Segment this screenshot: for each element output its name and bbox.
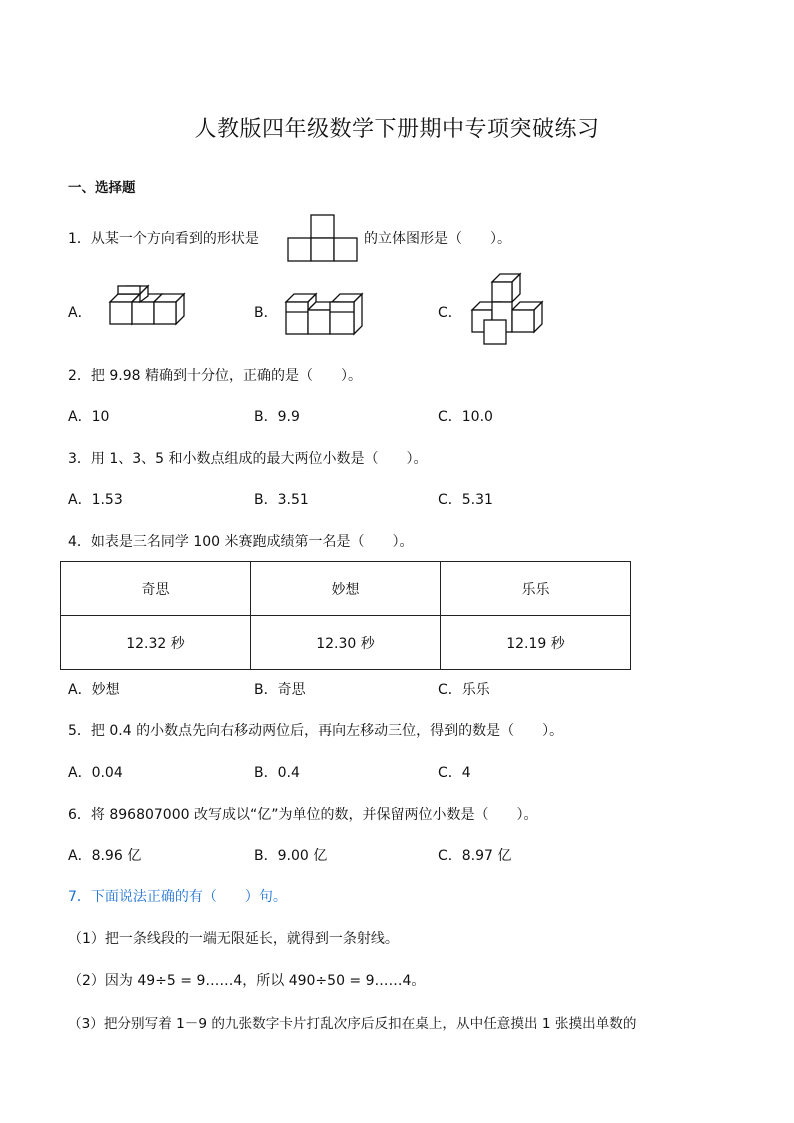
question-5-option-c[interactable]: C．4 bbox=[438, 765, 471, 781]
question-3-option-c[interactable]: C．5.31 bbox=[438, 492, 493, 508]
question-1-option-b[interactable]: B． bbox=[254, 305, 278, 321]
table-header-row bbox=[61, 562, 631, 616]
option-c-cube-figure bbox=[468, 274, 550, 348]
question-2-option-a[interactable]: A．10 bbox=[68, 409, 110, 425]
option-b-cube-figure bbox=[284, 288, 374, 336]
table-cell: 12.32 秒 bbox=[61, 616, 251, 670]
question-3-option-b[interactable]: B．3.51 bbox=[254, 492, 309, 508]
question-1-view-figure bbox=[288, 214, 360, 262]
question-4-option-a[interactable]: A．妙想 bbox=[68, 682, 120, 698]
question-7-statement-3: （3）把分别写着 1－9 的九张数字卡片打乱次序后反扣在桌上，从中任意摸出 1 张摸出单数的 bbox=[68, 1016, 637, 1032]
question-4-option-c[interactable]: C．乐乐 bbox=[438, 682, 490, 698]
question-6-option-c[interactable]: C．8.97 亿 bbox=[438, 848, 512, 864]
question-3: 3．用 1、3、5 和小数点组成的最大两位小数是（ ）。 bbox=[68, 451, 428, 467]
question-2-option-c[interactable]: C．10.0 bbox=[438, 409, 493, 425]
question-2-option-b[interactable]: B．9.9 bbox=[254, 409, 300, 425]
table-cell: 12.19 秒 bbox=[441, 616, 631, 670]
section-heading: 一、选择题 bbox=[68, 180, 136, 196]
question-1-option-c[interactable]: C． bbox=[438, 305, 462, 321]
table-header-cell: 奇思 bbox=[61, 562, 251, 616]
question-1-option-a[interactable]: A． bbox=[68, 305, 92, 321]
question-5-option-b[interactable]: B．0.4 bbox=[254, 765, 300, 781]
question-4-option-b[interactable]: B．奇思 bbox=[254, 682, 306, 698]
question-6-option-b[interactable]: B．9.00 亿 bbox=[254, 848, 328, 864]
question-6: 6．将 896807000 改写成以“亿”为单位的数，并保留两位小数是（ ）。 bbox=[68, 807, 538, 823]
question-4: 4．如表是三名同学 100 米赛跑成绩第一名是（ ）。 bbox=[68, 534, 414, 550]
question-7: 7．下面说法正确的有（ ）句。 bbox=[68, 889, 287, 905]
table-row bbox=[61, 616, 631, 670]
question-3-option-a[interactable]: A．1.53 bbox=[68, 492, 123, 508]
table-header-cell: 妙想 bbox=[251, 562, 441, 616]
race-results-table bbox=[60, 561, 631, 670]
question-6-option-a[interactable]: A．8.96 亿 bbox=[68, 848, 142, 864]
question-7-statement-2: （2）因为 49÷5 = 9……4，所以 490÷50 = 9……4。 bbox=[68, 973, 426, 989]
question-5: 5．把 0.4 的小数点先向右移动两位后，再向左移动三位，得到的数是（ ）。 bbox=[68, 723, 564, 739]
question-1-prefix: 1．从某一个方向看到的形状是 bbox=[68, 231, 259, 247]
question-5-option-a[interactable]: A．0.04 bbox=[68, 765, 123, 781]
table-cell: 12.30 秒 bbox=[251, 616, 441, 670]
table-header-cell: 乐乐 bbox=[441, 562, 631, 616]
question-7-statement-1: （1）把一条线段的一端无限延长，就得到一条射线。 bbox=[68, 931, 399, 947]
question-1-suffix: 的立体图形是（ ）。 bbox=[364, 231, 511, 247]
page-title: 人教版四年级数学下册期中专项突破练习 bbox=[194, 117, 600, 142]
question-2: 2．把 9.98 精确到十分位，正确的是（ ）。 bbox=[68, 368, 362, 384]
option-a-cube-figure bbox=[100, 282, 190, 332]
